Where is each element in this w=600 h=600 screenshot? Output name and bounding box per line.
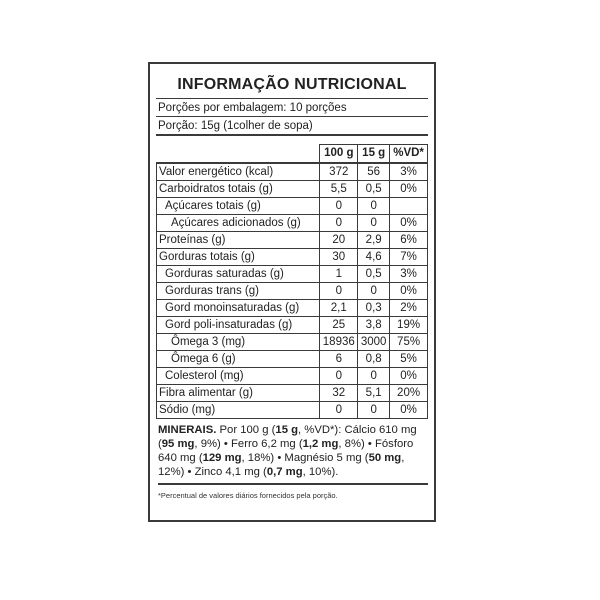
nutrient-name: Gord poli-insaturadas (g) — [157, 317, 320, 334]
table-row — [157, 283, 428, 300]
nutrient-name: Gord monoinsaturadas (g) — [157, 300, 320, 317]
table-row — [157, 249, 428, 266]
nutrient-name: Proteínas (g) — [157, 232, 320, 249]
value-100g: 1 — [320, 266, 358, 283]
table-row — [157, 402, 428, 419]
value-portion: 3,8 — [358, 317, 390, 334]
value-100g: 0 — [320, 368, 358, 385]
value-100g: 30 — [320, 249, 358, 266]
nutrient-name: Gorduras trans (g) — [157, 283, 320, 300]
value-100g: 6 — [320, 351, 358, 368]
minerals-text: , 10%). — [302, 466, 339, 478]
value-portion: 0,5 — [358, 266, 390, 283]
column-header-portion: 15 g — [358, 145, 390, 164]
nutrient-name: Valor energético (kcal) — [157, 163, 320, 181]
table-row — [157, 317, 428, 334]
value-portion: 0,5 — [358, 181, 390, 198]
ferro-portion: 1,2 mg — [302, 438, 339, 450]
value-vd: 0% — [390, 181, 428, 198]
nutrition-table — [156, 144, 428, 419]
label-title: INFORMAÇÃO NUTRICIONAL — [177, 76, 407, 93]
nutrient-name: Gorduras saturadas (g) — [157, 266, 320, 283]
value-100g: 0 — [320, 402, 358, 419]
table-row — [157, 181, 428, 198]
table-row — [157, 368, 428, 385]
value-portion: 0 — [358, 198, 390, 215]
value-100g: 5,5 — [320, 181, 358, 198]
value-portion: 5,1 — [358, 385, 390, 402]
table-row — [157, 334, 428, 351]
servings-per-package: Porções por embalagem: 10 porções — [156, 99, 428, 117]
minerals-text: , 9%) • Ferro 6,2 mg ( — [194, 438, 303, 450]
minerals-text: Por 100 g ( — [216, 424, 276, 436]
value-vd: 0% — [390, 368, 428, 385]
value-portion: 2,9 — [358, 232, 390, 249]
calcio-portion: 95 mg — [161, 438, 195, 450]
value-portion: 0 — [358, 402, 390, 419]
table-row — [157, 215, 428, 232]
nutrition-facts-label — [148, 62, 436, 522]
nutrient-name: Carboidratos totais (g) — [157, 181, 320, 198]
minerals-paragraph — [158, 423, 428, 485]
value-portion: 0 — [358, 215, 390, 232]
value-vd: 20% — [390, 385, 428, 402]
column-header-100g: 100 g — [320, 145, 358, 164]
value-100g: 2,1 — [320, 300, 358, 317]
nutrient-name: Fibra alimentar (g) — [157, 385, 320, 402]
minerals-heading: MINERAIS. — [158, 424, 217, 436]
value-vd: 3% — [390, 266, 428, 283]
value-portion: 0 — [358, 368, 390, 385]
value-100g: 0 — [320, 198, 358, 215]
zinco-portion: 0,7 mg — [266, 466, 303, 478]
value-vd: 19% — [390, 317, 428, 334]
header-blank-cell — [157, 145, 320, 164]
value-vd: 2% — [390, 300, 428, 317]
value-portion: 4,6 — [358, 249, 390, 266]
nutrient-name: Ômega 6 (g) — [157, 351, 320, 368]
nutrient-name: Açúcares totais (g) — [157, 198, 320, 215]
table-row — [157, 300, 428, 317]
table-row — [157, 163, 428, 181]
serving-size: Porção: 15g (1colher de sopa) — [156, 117, 428, 136]
value-100g: 0 — [320, 215, 358, 232]
value-vd — [390, 198, 428, 215]
value-100g: 18936 — [320, 334, 358, 351]
footnote: *Percentual de valores diários fornecidos pela porção. — [158, 491, 338, 500]
minerals-text: , 12%) • Zinco 4,1 mg ( — [158, 452, 405, 478]
value-vd: 6% — [390, 232, 428, 249]
column-header-vd: %VD* — [390, 145, 428, 164]
table-header-row — [157, 145, 428, 164]
minerals-portion: 15 g — [275, 424, 299, 436]
value-vd: 3% — [390, 163, 428, 181]
value-vd: 0% — [390, 215, 428, 232]
value-vd: 7% — [390, 249, 428, 266]
value-100g: 25 — [320, 317, 358, 334]
table-row — [157, 351, 428, 368]
table-row — [157, 266, 428, 283]
nutrient-name: Colesterol (mg) — [157, 368, 320, 385]
minerals-text: , 8%) • Fósforo 640 mg ( — [158, 438, 414, 464]
value-portion: 0 — [358, 283, 390, 300]
value-portion: 0,3 — [358, 300, 390, 317]
value-vd: 0% — [390, 402, 428, 419]
table-row — [157, 385, 428, 402]
minerals-text: , 18%) • Magnésio 5 mg ( — [241, 452, 369, 464]
nutrient-name: Gorduras totais (g) — [157, 249, 320, 266]
nutrient-name: Açúcares adicionados (g) — [157, 215, 320, 232]
value-vd: 0% — [390, 283, 428, 300]
value-100g: 20 — [320, 232, 358, 249]
fosforo-portion: 129 mg — [202, 452, 242, 464]
minerals-text: , %VD*): Cálcio 610 mg ( — [158, 424, 417, 450]
value-100g: 372 — [320, 163, 358, 181]
value-100g: 0 — [320, 283, 358, 300]
table-row — [157, 232, 428, 249]
value-portion: 3000 — [358, 334, 390, 351]
value-portion: 0,8 — [358, 351, 390, 368]
value-vd: 5% — [390, 351, 428, 368]
magnesio-portion: 50 mg — [368, 452, 402, 464]
value-portion: 56 — [358, 163, 390, 181]
table-row — [157, 198, 428, 215]
nutrient-name: Sódio (mg) — [157, 402, 320, 419]
value-vd: 75% — [390, 334, 428, 351]
nutrient-name: Ômega 3 (mg) — [157, 334, 320, 351]
value-100g: 32 — [320, 385, 358, 402]
